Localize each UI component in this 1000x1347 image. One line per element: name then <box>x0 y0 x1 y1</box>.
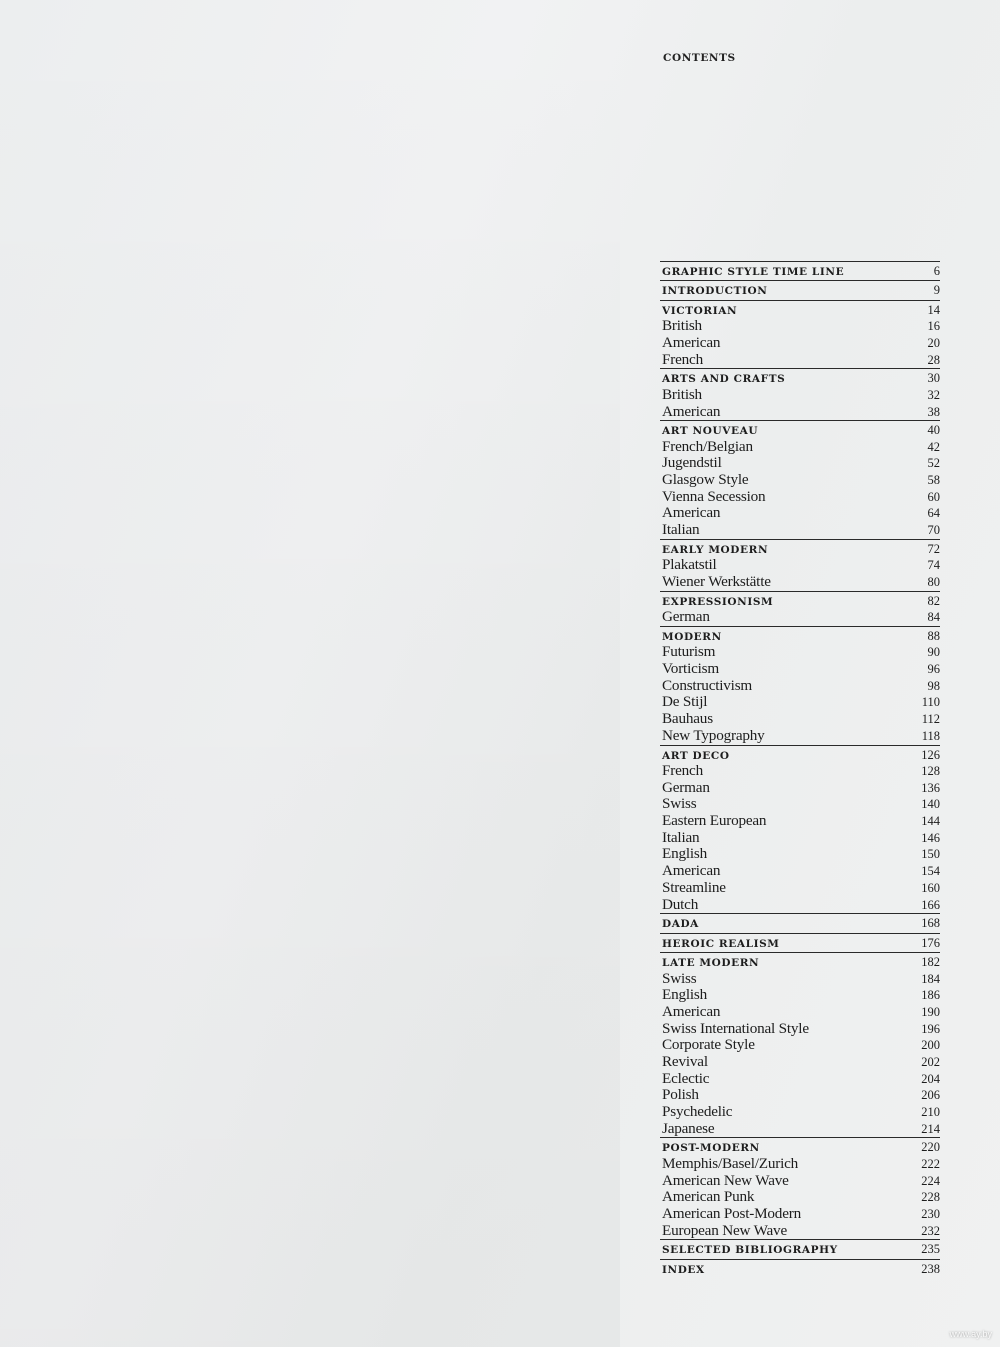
section-title: ART NOUVEAU <box>662 425 759 438</box>
table-of-contents <box>660 261 940 1278</box>
entry-page-number: 70 <box>927 523 940 538</box>
section-title: INDEX <box>662 1263 705 1276</box>
entry-page-number: 84 <box>927 610 940 625</box>
entry-title: Jugendstil <box>662 454 722 472</box>
entry-page-number: 186 <box>921 988 940 1003</box>
toc-entry <box>660 557 940 574</box>
entry-title: American Punk <box>662 1188 755 1206</box>
toc-entry <box>660 522 940 539</box>
entry-page-number: 146 <box>921 830 940 845</box>
section-page-number: 176 <box>921 935 940 950</box>
toc-section-heading <box>660 627 940 645</box>
entry-page-number: 210 <box>921 1105 940 1119</box>
entry-title: Glasgow Style <box>662 471 749 489</box>
entry-page-number: 196 <box>921 1021 940 1036</box>
entry-page-number: 118 <box>921 728 940 743</box>
toc-entry <box>660 574 940 591</box>
toc-section <box>660 745 940 914</box>
section-page-number: 6 <box>933 264 940 278</box>
section-page-number: 30 <box>927 371 940 386</box>
toc-section-heading <box>660 1138 940 1156</box>
entry-page-number: 16 <box>927 319 940 334</box>
entry-page-number: 60 <box>927 489 940 504</box>
entry-page-number: 74 <box>927 558 940 573</box>
entry-title: Wiener Werkstätte <box>662 573 771 591</box>
toc-entry <box>660 1206 940 1223</box>
toc-entry <box>660 609 940 626</box>
toc-section <box>660 300 940 369</box>
toc-entry <box>660 830 940 847</box>
section-page-number: 40 <box>927 423 940 438</box>
entry-page-number: 200 <box>921 1038 940 1053</box>
toc-section <box>660 261 940 280</box>
toc-entry <box>660 780 940 797</box>
watermark: www.ay.by <box>949 1329 992 1339</box>
entry-title: Swiss <box>662 795 697 813</box>
entry-page-number: 90 <box>927 645 940 660</box>
entry-title: American <box>662 333 721 351</box>
toc-section <box>660 913 940 932</box>
toc-entry <box>660 694 940 711</box>
entry-page-number: 228 <box>921 1190 940 1205</box>
section-title: GRAPHIC STYLE TIME LINE <box>662 266 845 278</box>
entry-title: German <box>662 778 710 796</box>
section-page-number: 126 <box>921 747 940 762</box>
toc-section-heading <box>660 746 940 764</box>
toc-entry <box>660 987 940 1004</box>
section-title: EARLY MODERN <box>662 543 769 556</box>
entry-page-number: 160 <box>921 880 940 895</box>
entry-title: Swiss <box>662 969 697 987</box>
section-title: SELECTED BIBLIOGRAPHY <box>662 1244 838 1257</box>
toc-section <box>660 420 940 539</box>
section-page-number: 14 <box>927 302 940 317</box>
entry-title: Streamline <box>662 878 726 896</box>
toc-entry <box>660 880 940 897</box>
entry-title: Swiss International Style <box>662 1019 809 1037</box>
toc-section <box>660 1137 940 1239</box>
toc-entry <box>660 1037 940 1054</box>
toc-entry <box>660 1223 940 1240</box>
toc-section-heading <box>660 369 940 387</box>
entry-page-number: 38 <box>927 404 940 419</box>
entry-title: Constructivism <box>662 676 753 694</box>
entry-title: Revival <box>662 1052 708 1070</box>
section-page-number: 72 <box>927 541 940 556</box>
entry-title: European New Wave <box>662 1221 787 1239</box>
toc-entry <box>660 489 940 506</box>
toc-entry <box>660 505 940 522</box>
entry-page-number: 232 <box>921 1223 940 1238</box>
toc-entry <box>660 472 940 489</box>
section-title: VICTORIAN <box>662 304 738 317</box>
toc-section-heading <box>660 540 940 558</box>
toc-entry <box>660 1021 940 1038</box>
entry-page-number: 28 <box>927 352 940 367</box>
toc-entry <box>660 1189 940 1206</box>
entry-page-number: 136 <box>921 780 940 795</box>
entry-title: American <box>662 402 721 420</box>
toc-entry <box>660 813 940 830</box>
entry-page-number: 166 <box>921 897 940 912</box>
toc-entry <box>660 971 940 988</box>
toc-entry <box>660 1004 940 1021</box>
toc-section-heading <box>660 914 940 932</box>
toc-entry <box>660 644 940 661</box>
toc-section <box>660 1239 940 1258</box>
entry-page-number: 98 <box>927 678 940 693</box>
toc-entry <box>660 439 940 456</box>
entry-page-number: 204 <box>921 1071 940 1086</box>
entry-title: Plakatstil <box>662 556 717 574</box>
entry-title: British <box>662 317 702 335</box>
toc-section <box>660 952 940 1137</box>
entry-title: De Stijl <box>662 693 708 711</box>
section-page-number: 168 <box>921 916 940 931</box>
entry-title: Vorticism <box>662 660 719 678</box>
entry-page-number: 202 <box>921 1054 940 1069</box>
section-page-number: 235 <box>921 1242 940 1257</box>
entry-title: Italian <box>662 521 700 539</box>
toc-section-heading <box>660 592 940 610</box>
entry-title: Eclectic <box>662 1069 710 1087</box>
entry-page-number: 150 <box>921 847 940 862</box>
toc-section <box>660 626 940 745</box>
section-title: EXPRESSIONISM <box>662 595 774 608</box>
entry-title: Psychedelic <box>662 1103 733 1120</box>
contents-heading: CONTENTS <box>663 52 736 64</box>
section-page-number: 182 <box>921 955 940 969</box>
section-title: POST-MODERN <box>662 1142 760 1155</box>
entry-page-number: 206 <box>921 1088 940 1103</box>
toc-section-heading <box>660 301 940 319</box>
toc-section <box>660 933 940 952</box>
toc-section-heading <box>660 262 940 280</box>
entry-title: American <box>662 504 721 522</box>
section-title: DADA <box>662 918 699 931</box>
entry-page-number: 222 <box>921 1156 940 1171</box>
entry-title: French <box>662 350 703 368</box>
entry-title: English <box>662 845 708 863</box>
entry-page-number: 154 <box>921 864 940 879</box>
entry-page-number: 80 <box>927 575 940 590</box>
entry-page-number: 144 <box>921 814 940 829</box>
entry-title: American <box>662 862 721 880</box>
section-page-number: 9 <box>933 283 940 298</box>
entry-page-number: 230 <box>921 1206 940 1221</box>
section-page-number: 88 <box>927 628 940 643</box>
entry-title: Vienna Secession <box>662 487 766 505</box>
toc-section <box>660 280 940 299</box>
toc-entry <box>660 1121 940 1138</box>
entry-page-number: 128 <box>921 764 940 779</box>
toc-section-heading <box>660 953 940 971</box>
toc-entry <box>660 846 940 863</box>
toc-entry <box>660 863 940 880</box>
toc-entry <box>660 711 940 728</box>
entry-title: Futurism <box>662 643 716 661</box>
toc-entry <box>660 796 940 813</box>
toc-entry <box>660 352 940 369</box>
entry-page-number: 110 <box>921 695 940 710</box>
entry-page-number: 184 <box>921 971 940 986</box>
section-title: LATE MODERN <box>662 957 760 969</box>
entry-page-number: 52 <box>927 456 940 471</box>
section-page-number: 220 <box>921 1140 940 1155</box>
toc-entry <box>660 1104 940 1121</box>
toc-entry <box>660 1054 940 1071</box>
entry-title: American <box>662 1002 721 1020</box>
toc-entry <box>660 404 940 421</box>
entry-page-number: 214 <box>921 1121 940 1136</box>
entry-title: Eastern European <box>662 812 767 830</box>
entry-title: Dutch <box>662 895 699 913</box>
entry-page-number: 32 <box>927 387 940 402</box>
entry-title: Memphis/Basel/Zurich <box>662 1154 799 1172</box>
toc-entry <box>660 678 940 695</box>
section-title: INTRODUCTION <box>662 285 768 298</box>
entry-page-number: 64 <box>927 506 940 521</box>
entry-page-number: 20 <box>927 335 940 350</box>
entry-title: Polish <box>662 1086 699 1104</box>
entry-page-number: 96 <box>927 662 940 677</box>
entry-page-number: 190 <box>921 1004 940 1019</box>
entry-page-number: 58 <box>927 473 940 488</box>
toc-section-heading <box>660 421 940 439</box>
toc-entry <box>660 455 940 472</box>
entry-title: German <box>662 608 710 626</box>
entry-page-number: 42 <box>927 439 940 454</box>
section-title: ART DECO <box>662 749 730 762</box>
toc-entry <box>660 1071 940 1088</box>
toc-section-heading <box>660 934 940 952</box>
entry-title: French/Belgian <box>662 437 753 455</box>
toc-section-heading <box>660 1260 940 1278</box>
toc-entry <box>660 1087 940 1104</box>
toc-entry <box>660 763 940 780</box>
toc-entry <box>660 661 940 678</box>
section-title: ARTS AND CRAFTS <box>662 373 786 386</box>
toc-entry <box>660 897 940 914</box>
entry-title: American New Wave <box>662 1171 789 1189</box>
toc-section <box>660 1259 940 1278</box>
entry-title: American Post-Modern <box>662 1204 801 1222</box>
toc-section-heading <box>660 281 940 299</box>
entry-title: English <box>662 986 708 1004</box>
entry-title: Bauhaus <box>662 710 713 728</box>
section-page-number: 238 <box>921 1261 940 1276</box>
toc-entry <box>660 335 940 352</box>
entry-title: Corporate Style <box>662 1036 755 1054</box>
entry-page-number: 112 <box>921 712 940 727</box>
entry-title: Italian <box>662 828 700 846</box>
entry-title: New Typography <box>662 726 765 744</box>
toc-section-heading <box>660 1240 940 1258</box>
toc-section <box>660 368 940 420</box>
section-title: HEROIC REALISM <box>662 937 780 950</box>
toc-entry <box>660 1173 940 1190</box>
entry-title: Japanese <box>662 1119 715 1137</box>
toc-entry <box>660 1156 940 1173</box>
entry-page-number: 224 <box>921 1173 940 1188</box>
entry-title: French <box>662 762 703 780</box>
toc-entry <box>660 387 940 404</box>
toc-section <box>660 591 940 626</box>
toc-entry <box>660 728 940 745</box>
toc-section <box>660 539 940 591</box>
entry-page-number: 140 <box>921 797 940 812</box>
section-title: MODERN <box>662 630 722 643</box>
entry-title: British <box>662 385 702 403</box>
toc-entry <box>660 318 940 335</box>
section-page-number: 82 <box>927 593 940 608</box>
